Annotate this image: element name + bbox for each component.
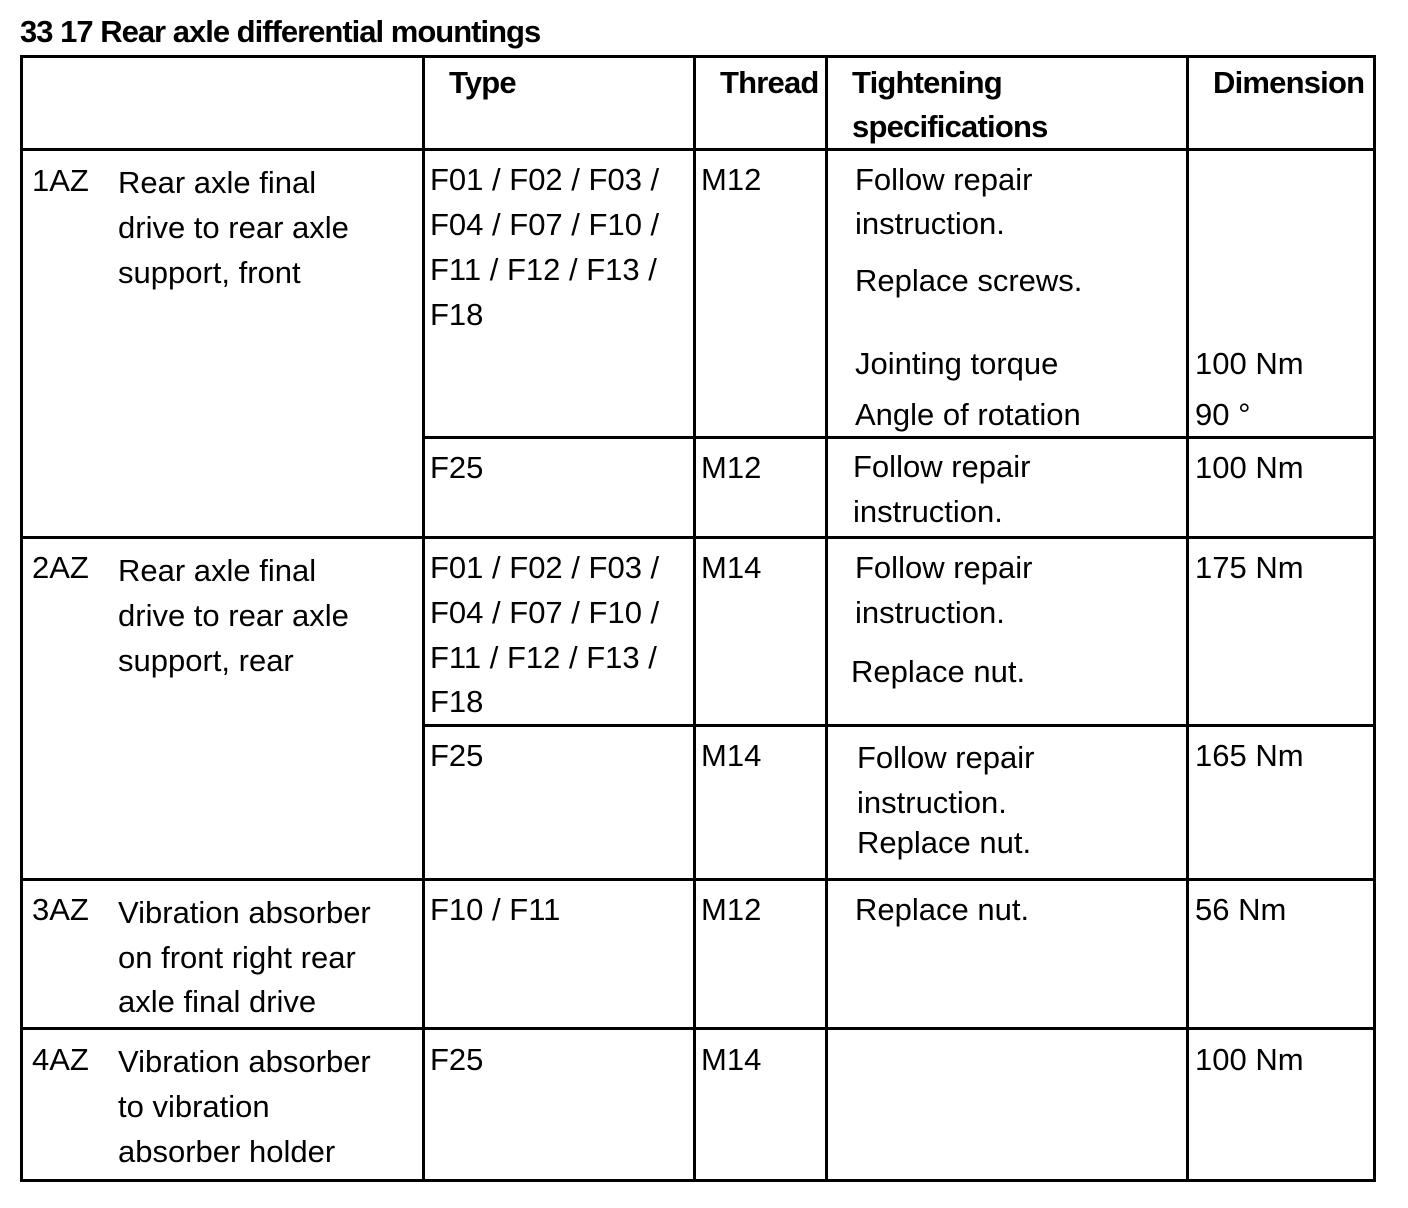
row-description-line: Rear axle final (118, 165, 317, 200)
type-line: F04 / F07 / F10 / (430, 595, 660, 630)
spec-line: instruction. (855, 206, 1005, 241)
type-line: F01 / F02 / F03 / (430, 550, 660, 585)
row-description-line: Rear axle final (118, 553, 317, 588)
spec-line: Follow repair (857, 740, 1035, 775)
spec-line: Replace nut. (857, 825, 1032, 860)
type-line: F11 / F12 / F13 / (430, 252, 657, 287)
header-thread: Thread (720, 65, 819, 100)
row-description-line: drive to rear axle (118, 598, 349, 633)
spec-line: Follow repair (853, 449, 1031, 484)
row-description-line: Vibration absorber (118, 1044, 371, 1079)
spec-line: Angle of rotation (855, 397, 1081, 432)
spec-line: Replace nut. (851, 654, 1026, 689)
row-description-line: Vibration absorber (118, 895, 371, 930)
thread-value: M14 (701, 550, 762, 585)
type-line: F10 / F11 (430, 892, 561, 927)
dimension-value: 165 Nm (1195, 738, 1304, 773)
header-divider (20, 148, 1376, 151)
spec-line: instruction. (853, 494, 1003, 529)
header-tightening: Tightening (852, 65, 1002, 100)
type-line: F25 (430, 1042, 484, 1077)
dimension-value: 100 Nm (1195, 346, 1304, 381)
type-line: F18 (430, 684, 484, 719)
dimension-value: 56 Nm (1195, 892, 1287, 927)
row-description-line: absorber holder (118, 1134, 336, 1169)
type-line: F18 (430, 297, 484, 332)
spec-line: Replace nut. (855, 892, 1030, 927)
row-divider (20, 536, 1376, 539)
thread-value: M12 (701, 162, 762, 197)
spec-line: Follow repair (855, 162, 1033, 197)
column-divider (693, 55, 696, 1182)
spec-line: instruction. (855, 595, 1005, 630)
row-description-line: support, rear (118, 643, 294, 678)
type-line: F11 / F12 / F13 / (430, 640, 657, 675)
page-title: 33 17 Rear axle differential mountings (20, 14, 541, 49)
type-line: F25 (430, 450, 484, 485)
row-description-line: drive to rear axle (118, 210, 349, 245)
row-description-line: support, front (118, 255, 301, 290)
spec-line: Follow repair (855, 550, 1033, 585)
column-divider (1186, 55, 1189, 1182)
header-dimension: Dimension (1213, 65, 1365, 100)
row-description-line: on front right rear (118, 940, 356, 975)
header-specifications: specifications (852, 109, 1048, 144)
type-line: F04 / F07 / F10 / (430, 207, 660, 242)
row-code: 1AZ (32, 163, 89, 198)
row-description-line: to vibration (118, 1089, 270, 1124)
column-divider (825, 55, 828, 1182)
row-description-line: axle final drive (118, 984, 317, 1019)
column-divider (422, 55, 425, 1182)
type-line: F01 / F02 / F03 / (430, 162, 660, 197)
dimension-value: 175 Nm (1195, 550, 1304, 585)
thread-value: M14 (701, 1042, 762, 1077)
dimension-value: 90 ° (1195, 397, 1251, 432)
row-divider (20, 1027, 1376, 1030)
row-code: 4AZ (32, 1042, 89, 1077)
thread-value: M14 (701, 738, 762, 773)
row-divider (424, 724, 1376, 727)
row-code: 3AZ (32, 892, 89, 927)
dimension-value: 100 Nm (1195, 1042, 1304, 1077)
thread-value: M12 (701, 892, 762, 927)
spec-line: Jointing torque (855, 346, 1059, 381)
header-type: Type (449, 65, 516, 100)
thread-value: M12 (701, 450, 762, 485)
spec-line: instruction. (857, 785, 1007, 820)
type-line: F25 (430, 738, 484, 773)
row-code: 2AZ (32, 550, 89, 585)
row-divider (20, 878, 1376, 881)
dimension-value: 100 Nm (1195, 450, 1304, 485)
spec-line: Replace screws. (855, 263, 1083, 298)
